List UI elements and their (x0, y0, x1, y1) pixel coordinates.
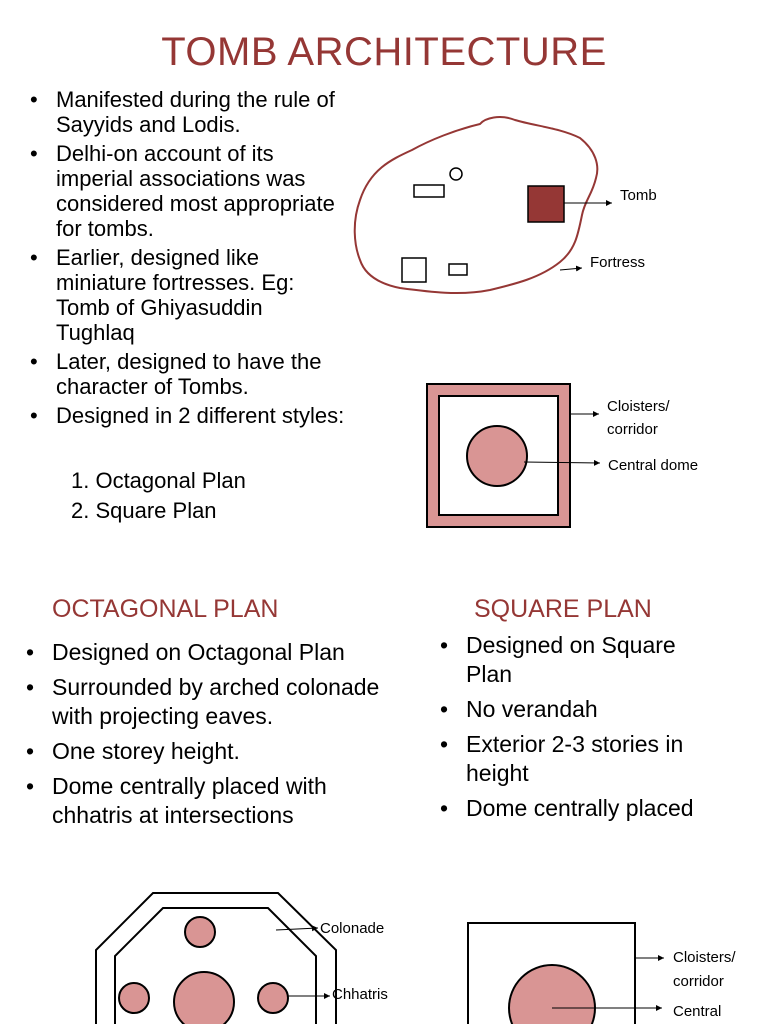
intro-bullet: • Delhi-on account of its imperial associations was considered most appropriate for tombs. (26, 141, 346, 241)
octagonal-bullet: • Dome centrally placed with chhatris at intersections (22, 772, 382, 830)
fortress-diagram (355, 117, 657, 293)
page-title: TOMB ARCHITECTURE (161, 30, 607, 74)
cloisters-label-line2: corridor (607, 421, 658, 438)
central-dome-circle (467, 426, 527, 486)
intro-bullet: • Later, designed to have the character of Tombs. (26, 349, 346, 399)
cloister-diagram (427, 384, 698, 527)
square-bullet: • Dome centrally placed (436, 794, 726, 823)
small-rect-bottom (449, 264, 467, 275)
colonade-label: Colonade (320, 920, 385, 937)
chhatris-label: Chhatris (332, 986, 388, 1003)
tomb-label: Tomb (620, 187, 657, 204)
intro-bullet: • Earlier, designed like miniature fortresses. Eg: Tomb of Ghiyasuddin Tughlaq (26, 245, 346, 345)
chhatri-top (185, 917, 215, 947)
chhatri-left (119, 983, 149, 1013)
square-heading: SQUARE PLAN (474, 595, 652, 623)
style-item-octagonal: 1. Octagonal Plan (71, 468, 246, 493)
style-item-square: 2. Square Plan (71, 498, 217, 523)
square-bullet: • Designed on Square Plan (436, 631, 726, 689)
fortress-arrow (560, 268, 582, 270)
square-cloisters-label-line1: Cloisters/ (673, 949, 736, 966)
octagonal-heading: OCTAGONAL PLAN (52, 595, 279, 623)
intro-bullet: • Manifested during the rule of Sayyids and Lodis. (26, 87, 346, 137)
square-bullet: • Exterior 2-3 stories in height (436, 730, 726, 788)
tomb-square (528, 186, 564, 222)
octagonal-central-dome (174, 972, 234, 1024)
small-rect-top (414, 185, 444, 197)
square-plan-diagram (468, 923, 736, 1024)
intro-bullet: • Designed in 2 different styles: (26, 403, 346, 428)
central-dome-label: Central dome (608, 457, 699, 474)
chhatri-right (258, 983, 288, 1013)
octagonal-diagram (96, 893, 388, 1024)
square-bullet: • No verandah (436, 695, 726, 724)
small-square-bottom (402, 258, 426, 282)
cloisters-label-line1: Cloisters/ (607, 398, 670, 415)
square-central-label: Central (673, 1003, 722, 1020)
octagonal-bullet: • One storey height. (22, 737, 382, 766)
octagonal-bullet: • Surrounded by arched colonade with projecting eaves. (22, 673, 382, 731)
small-circle (450, 168, 462, 180)
fortress-label: Fortress (590, 254, 646, 271)
square-cloisters-label-line2: corridor (673, 973, 724, 990)
octagonal-bullet: • Designed on Octagonal Plan (22, 638, 382, 667)
